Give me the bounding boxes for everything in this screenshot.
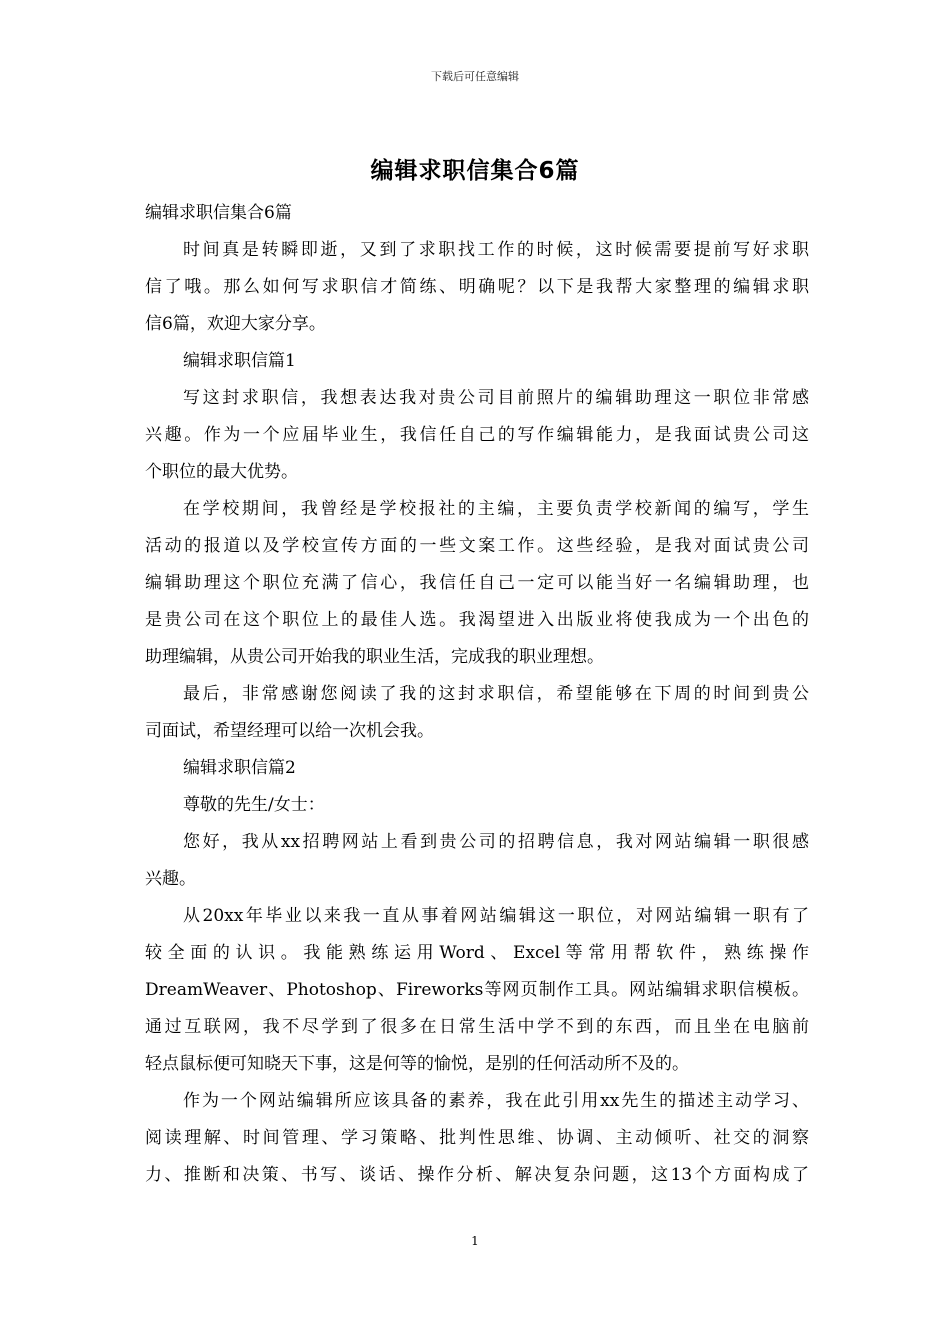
paragraph-line: 最后，非常感谢您阅读了我的这封求职信，希望能够在下周的时间到贵公 <box>183 684 809 704</box>
paragraph-line: 写这封求职信，我想表达我对贵公司目前照片的编辑助理这一职位非常感 <box>183 388 809 408</box>
paragraph-line: 兴趣。 <box>145 869 196 889</box>
paragraph-line: DreamWeaver、Photoshop、Fireworks等网页制作工具。网站编辑求职信模板。 <box>145 980 809 1000</box>
paragraph-line: 从20xx年毕业以来我一直从事着网站编辑这一职位，对网站编辑一职有了 <box>183 906 809 926</box>
section-heading: 编辑求职信篇1 <box>183 351 296 371</box>
page-number: 1 <box>471 1234 479 1248</box>
paragraph-line: 您好，我从xx招聘网站上看到贵公司的招聘信息，我对网站编辑一职很感 <box>183 832 809 852</box>
paragraph-line: 轻点鼠标便可知晓天下事，这是何等的愉悦，是别的任何活动所不及的。 <box>145 1054 689 1074</box>
salutation: 尊敬的先生/女士： <box>183 795 325 815</box>
paragraph-line: 作为一个网站编辑所应该具备的素养，我在此引用xx先生的描述主动学习、 <box>183 1091 809 1111</box>
paragraph-line: 司面试，希望经理可以给一次机会我。 <box>145 721 434 741</box>
subtitle-line: 编辑求职信集合6篇 <box>145 203 292 223</box>
document-title: 编辑求职信集合6篇 <box>370 158 580 184</box>
paragraph-line: 是贵公司在这个职位上的最佳人选。我渴望进入出版业将使我成为一个出色的 <box>145 610 809 630</box>
paragraph-line: 兴趣。作为一个应届毕业生，我信任自己的写作编辑能力，是我面试贵公司这 <box>145 425 809 445</box>
paragraph-line: 阅读理解、时间管理、学习策略、批判性思维、协调、主动倾听、社交的洞察 <box>145 1128 809 1148</box>
paragraph-line: 信了哦。那么如何写求职信才简练、明确呢？以下是我帮大家整理的编辑求职 <box>145 277 809 297</box>
paragraph-line: 助理编辑，从贵公司开始我的职业生活，完成我的职业理想。 <box>145 647 604 667</box>
paragraph-line: 较全面的认识。我能熟练运用Word、Excel等常用帮软件，熟练操作 <box>145 943 809 963</box>
paragraph-line: 活动的报道以及学校宣传方面的一些文案工作。这些经验，是我对面试贵公司 <box>145 536 809 556</box>
section-heading: 编辑求职信篇2 <box>183 758 296 778</box>
paragraph-line: 时间真是转瞬即逝，又到了求职找工作的时候，这时候需要提前写好求职 <box>183 240 809 260</box>
paragraph-line: 编辑助理这个职位充满了信心，我信任自己一定可以能当好一名编辑助理，也 <box>145 573 809 593</box>
paragraph-line: 个职位的最大优势。 <box>145 462 298 482</box>
paragraph-line: 在学校期间，我曾经是学校报社的主编，主要负责学校新闻的编写，学生 <box>183 499 809 519</box>
paragraph-line: 信6篇，欢迎大家分享。 <box>145 314 326 334</box>
paragraph-line: 通过互联网，我不尽学到了很多在日常生活中学不到的东西，而且坐在电脑前 <box>145 1017 809 1037</box>
page-header: 下载后可任意编辑 <box>431 70 519 83</box>
document-body <box>145 195 809 1194</box>
paragraph-line: 力、推断和决策、书写、谈话、操作分析、解决复杂问题，这13个方面构成了 <box>145 1165 809 1185</box>
